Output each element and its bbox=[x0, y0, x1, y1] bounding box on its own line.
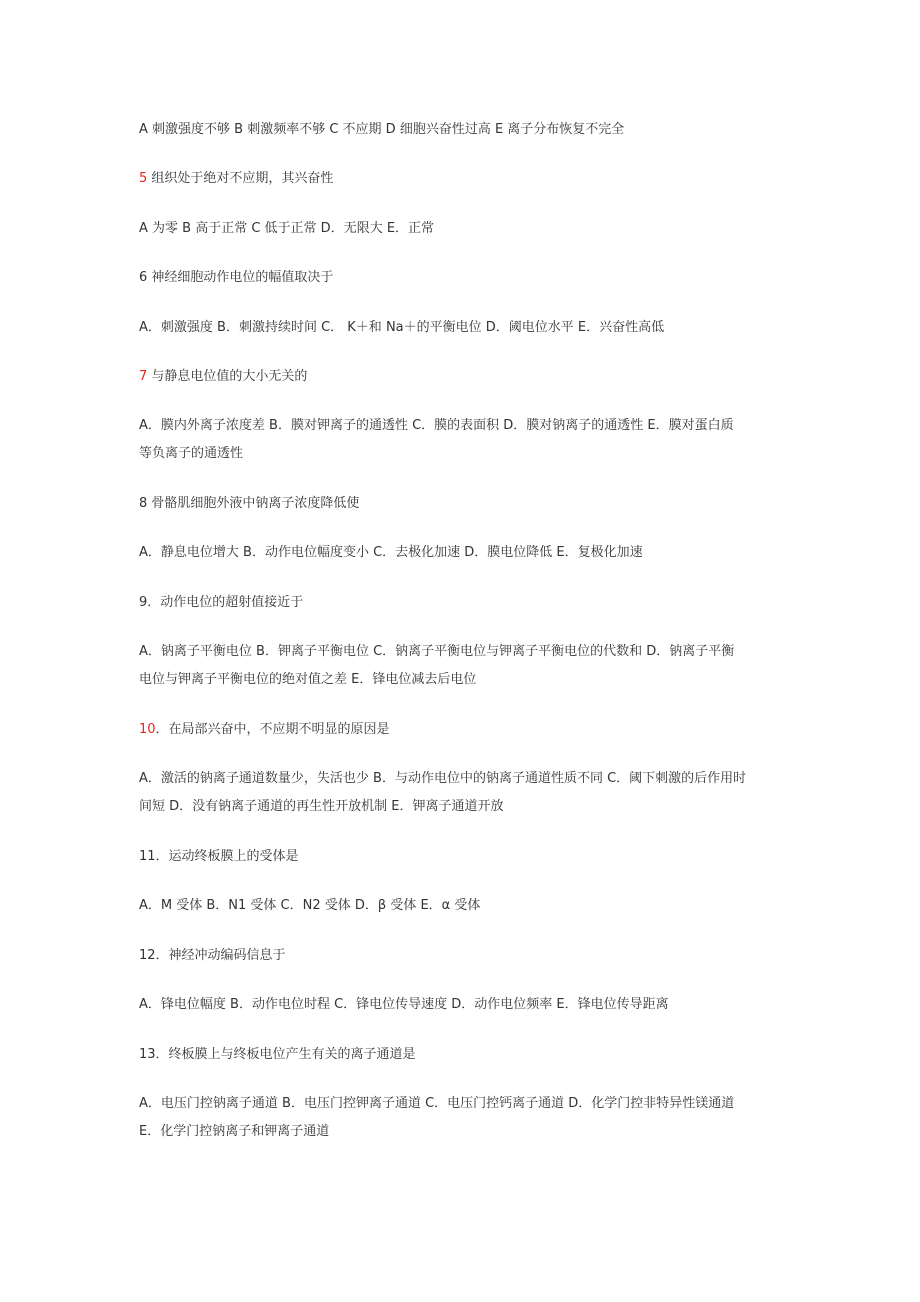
q7-options-line1: A．膜内外离子浓度差 B．膜对钾离子的通透性 C．膜的表面积 D．膜对钠离子的通透性 E．膜对蛋白质 bbox=[139, 418, 734, 433]
q8-question bbox=[139, 490, 789, 518]
q5-question bbox=[139, 165, 789, 193]
q12-stem: ．神经冲动编码信息于 bbox=[155, 948, 286, 963]
q10-options-line2: 间短 D．没有钠离子通道的再生性开放机制 E．钾离子通道开放 bbox=[139, 799, 504, 814]
q9-options-line1: A．钠离子平衡电位 B．钾离子平衡电位 C．钠离子平衡电位与钾离子平衡电位的代数和 D．钠离子平衡 bbox=[139, 644, 735, 659]
q13-options-line1: A．电压门控钠离子通道 B．电压门控钾离子通道 C．电压门控钙离子通道 D．化学门控非特异性镁通道 bbox=[139, 1096, 735, 1111]
q10-options-line1: A．激活的钠离子通道数量少，失活也少 B．与动作电位中的钠离子通道性质不同 C．阈下刺激的后作用时 bbox=[139, 771, 747, 786]
q8-number: 8 bbox=[139, 496, 148, 511]
q11-question bbox=[139, 843, 789, 871]
q7-stem: 与静息电位值的大小无关的 bbox=[147, 369, 308, 384]
q7-question bbox=[139, 363, 789, 391]
q5-stem: 组织处于绝对不应期，其兴奋性 bbox=[147, 171, 334, 186]
q8-stem: 骨骼肌细胞外液中钠离子浓度降低使 bbox=[147, 496, 360, 511]
q12-options: A．锋电位幅度 B．动作电位时程 C．锋电位传导速度 D．动作电位频率 E．锋电位传导距离 bbox=[139, 997, 669, 1012]
q13-stem: ．终板膜上与终板电位产生有关的离子通道是 bbox=[155, 1047, 416, 1062]
q10-stem: ．在局部兴奋中，不应期不明显的原因是 bbox=[155, 722, 390, 737]
q13-number: 13 bbox=[139, 1047, 156, 1062]
q13-options-line2: E．化学门控钠离子和钾离子通道 bbox=[139, 1124, 330, 1139]
q8-options: A．静息电位增大 B．动作电位幅度变小 C．去极化加速 D．膜电位降低 E．复极化加速 bbox=[139, 545, 643, 560]
q11-stem: ．运动终板膜上的受体是 bbox=[155, 849, 299, 864]
q5-options: A 为零 B 高于正常 C 低于正常 D．无限大 E．正常 bbox=[139, 221, 435, 236]
q9-options-line2: 电位与钾离子平衡电位的绝对值之差 E．锋电位减去后电位 bbox=[139, 672, 477, 687]
q6-stem: 神经细胞动作电位的幅值取决于 bbox=[147, 270, 334, 285]
q6-question bbox=[139, 264, 789, 292]
q11-number: 11 bbox=[139, 849, 156, 864]
q10-question bbox=[139, 716, 789, 744]
q12-question bbox=[139, 942, 789, 970]
q9-stem: ．动作电位的超射值接近于 bbox=[147, 595, 304, 610]
q11-options: A．M 受体 B．N1 受体 C．N2 受体 D．β 受体 E．α 受体 bbox=[139, 898, 481, 913]
q12-number: 12 bbox=[139, 948, 156, 963]
q9-number: 9 bbox=[139, 595, 148, 610]
q9-question bbox=[139, 589, 789, 617]
q10-number: 10 bbox=[139, 722, 156, 737]
q7-options-line2: 等负离子的通透性 bbox=[139, 446, 244, 461]
q6-options: A．刺激强度 B．刺激持续时间 C． K＋和 Na＋的平衡电位 D．阈电位水平 E．兴奋性高低 bbox=[139, 320, 665, 335]
q13-question bbox=[139, 1041, 789, 1069]
q5-number: 5 bbox=[139, 171, 148, 186]
q7-number: 7 bbox=[139, 369, 148, 384]
q4-options: A 刺激强度不够 B 刺激频率不够 C 不应期 D 细胞兴奋性过高 E 离子分布恢复不完全 bbox=[139, 122, 625, 137]
q6-number: 6 bbox=[139, 270, 148, 285]
